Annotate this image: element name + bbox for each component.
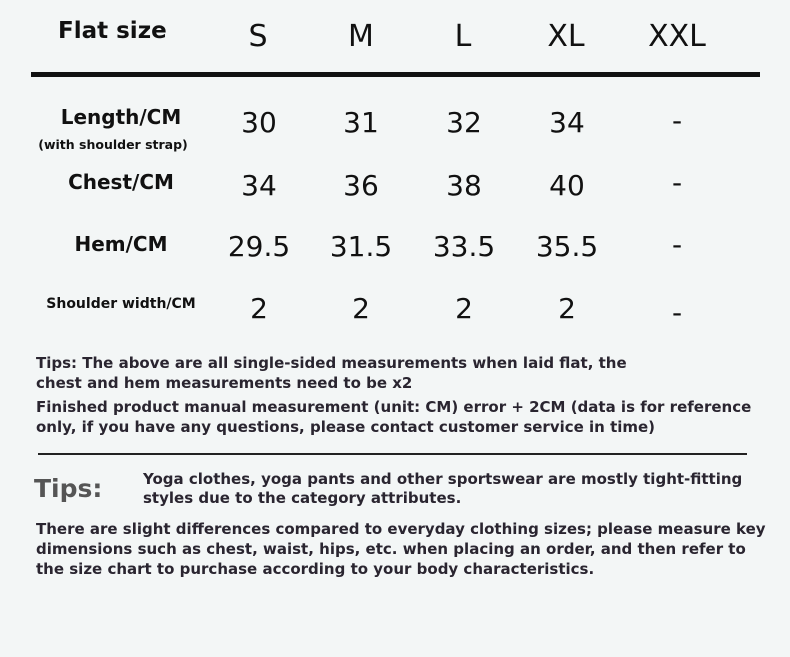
table-cell: 2 [352,292,370,325]
size-header-s: S [248,19,268,54]
table-cell: 38 [446,169,482,202]
header-divider [31,72,760,77]
tip-line: the size chart to purchase according to your body characteristics. [36,560,595,578]
size-header-m: M [348,19,374,54]
tip-line: There are slight differences compared to everyday clothing sizes; please measure key [36,520,766,538]
tip-line: dimensions such as chest, waist, hips, etc. when placing an order, and then refer to [36,540,746,558]
table-cell: - [671,296,683,329]
table-cell: 34 [549,106,585,139]
table-cell: 32 [446,106,482,139]
table-cell: 30 [241,106,277,139]
row-label-hem: Hem/CM [74,232,168,256]
tips-heading: Tips: [34,474,103,503]
note-line: Finished product manual measurement (unit: CM) error + 2CM (data is for reference [36,398,752,416]
size-header-xxl: XXL [648,19,706,54]
table-cell: 40 [549,169,585,202]
note-line: chest and hem measurements need to be x2 [36,374,413,392]
table-cell: 31.5 [329,230,393,263]
table-cell: 2 [250,292,268,325]
row-label-shoulder-width: Shoulder width/CM [46,296,196,312]
section-divider [38,453,747,455]
table-cell: - [671,166,683,199]
table-cell: - [671,104,683,137]
tip-line: Yoga clothes, yoga pants and other sportswear are mostly tight-fitting [143,470,743,488]
table-cell: 31 [343,106,379,139]
table-corner-label: Flat size [58,18,167,44]
table-cell: - [671,228,683,261]
tip-line: styles due to the category attributes. [143,489,462,507]
size-header-xl: XL [547,19,585,54]
size-header-l: L [454,19,472,54]
table-cell: 34 [241,169,277,202]
table-cell: 36 [343,169,379,202]
row-sublabel-length: (with shoulder strap) [38,137,188,152]
table-cell: 33.5 [432,230,496,263]
note-line: only, if you have any questions, please contact customer service in time) [36,418,656,436]
row-label-length: Length/CM [60,105,182,129]
note-line: Tips: The above are all single-sided measurements when laid flat, the [36,354,627,372]
table-cell: 2 [455,292,473,325]
row-label-chest: Chest/CM [68,170,174,194]
table-cell: 2 [558,292,576,325]
table-cell: 35.5 [535,230,599,263]
table-cell: 29.5 [227,230,291,263]
